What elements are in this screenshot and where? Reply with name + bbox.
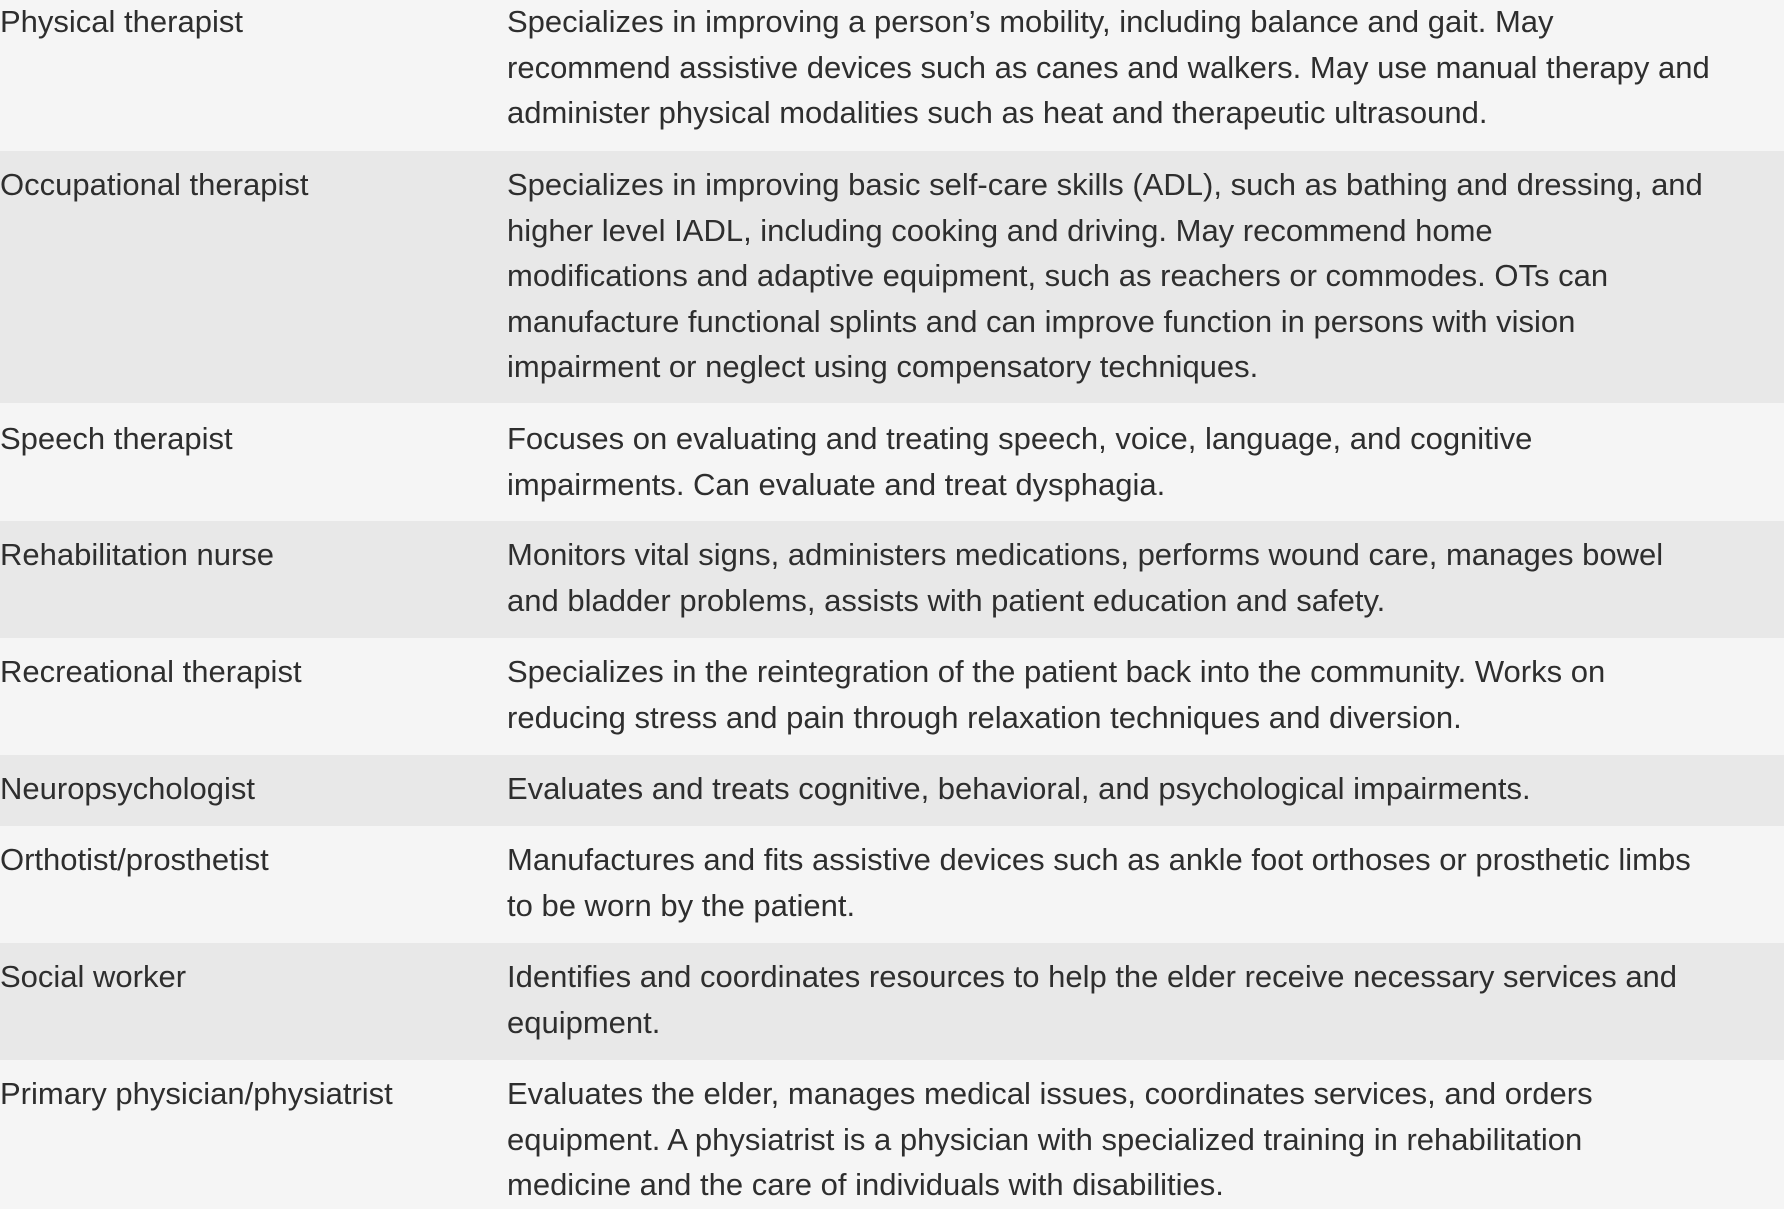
- description-cell: [507, 1071, 1593, 1208]
- description-line: higher level IADL, including cooking and driving. May recommend home: [507, 212, 1493, 248]
- role-label: Physical therapist: [0, 4, 243, 39]
- description-line: manufacture functional splints and can improve function in persons with vision: [507, 303, 1576, 339]
- description-line: equipment.: [507, 1004, 661, 1040]
- description-line: and bladder problems, assists with patient education and safety.: [507, 582, 1386, 618]
- description-line: recommend assistive devices such as canes and walkers. May use manual therapy and: [507, 49, 1710, 85]
- description-line: impairment or neglect using compensatory techniques.: [507, 349, 1259, 384]
- description-line: to be worn by the patient.: [507, 887, 856, 923]
- description-line: modifications and adaptive equipment, such as reachers or commodes. OTs can: [507, 258, 1609, 293]
- role-label: Primary physician/physiatrist: [0, 1076, 393, 1111]
- description-cell: [507, 649, 1605, 740]
- description-line: Evaluates the elder, manages medical issues, coordinates services, and orders: [507, 1076, 1593, 1111]
- description-cell: [507, 766, 1531, 812]
- description-line: administer physical modalities such as heat and therapeutic ultrasound.: [507, 95, 1488, 130]
- description-cell: [507, 0, 1710, 136]
- description-line: Evaluates and treats cognitive, behavioral, and psychological impairments.: [507, 771, 1531, 806]
- role-label: Recreational therapist: [0, 654, 302, 689]
- description-line: impairments. Can evaluate and treat dysphagia.: [507, 466, 1166, 502]
- description-line: equipment. A physiatrist is a physician with specialized training in rehabilitation: [507, 1121, 1583, 1157]
- description-line: Manufactures and fits assistive devices such as ankle foot orthoses or prosthetic limbs: [507, 842, 1691, 877]
- description-line: Identifies and coordinates resources to help the elder receive necessary services and: [507, 959, 1678, 994]
- description-cell: [507, 416, 1532, 507]
- role-label: Neuropsychologist: [0, 771, 256, 806]
- description-line: Specializes in improving basic self-care skills (ADL), such as bathing and dressing, and: [507, 167, 1703, 202]
- description-line: reducing stress and pain through relaxation techniques and diversion.: [507, 699, 1462, 735]
- description-line: Focuses on evaluating and treating speech, voice, language, and cognitive: [507, 421, 1533, 456]
- description-cell: [507, 162, 1703, 390]
- description-line: Monitors vital signs, administers medications, performs wound care, manages bowel: [507, 537, 1664, 572]
- description-cell: [507, 837, 1691, 928]
- role-label: Orthotist/prosthetist: [0, 842, 269, 877]
- description-cell: [507, 532, 1663, 623]
- description-line: medicine and the care of individuals with disabilities.: [507, 1167, 1224, 1202]
- description-line: Specializes in the reintegration of the patient back into the community. Works on: [507, 654, 1606, 689]
- description-line: Specializes in improving a person’s mobility, including balance and gait. May: [507, 4, 1554, 39]
- role-label: Occupational therapist: [0, 167, 309, 202]
- role-label: Rehabilitation nurse: [0, 537, 275, 572]
- role-label: Speech therapist: [0, 421, 233, 456]
- role-label: Social worker: [0, 959, 187, 994]
- description-cell: [507, 954, 1677, 1045]
